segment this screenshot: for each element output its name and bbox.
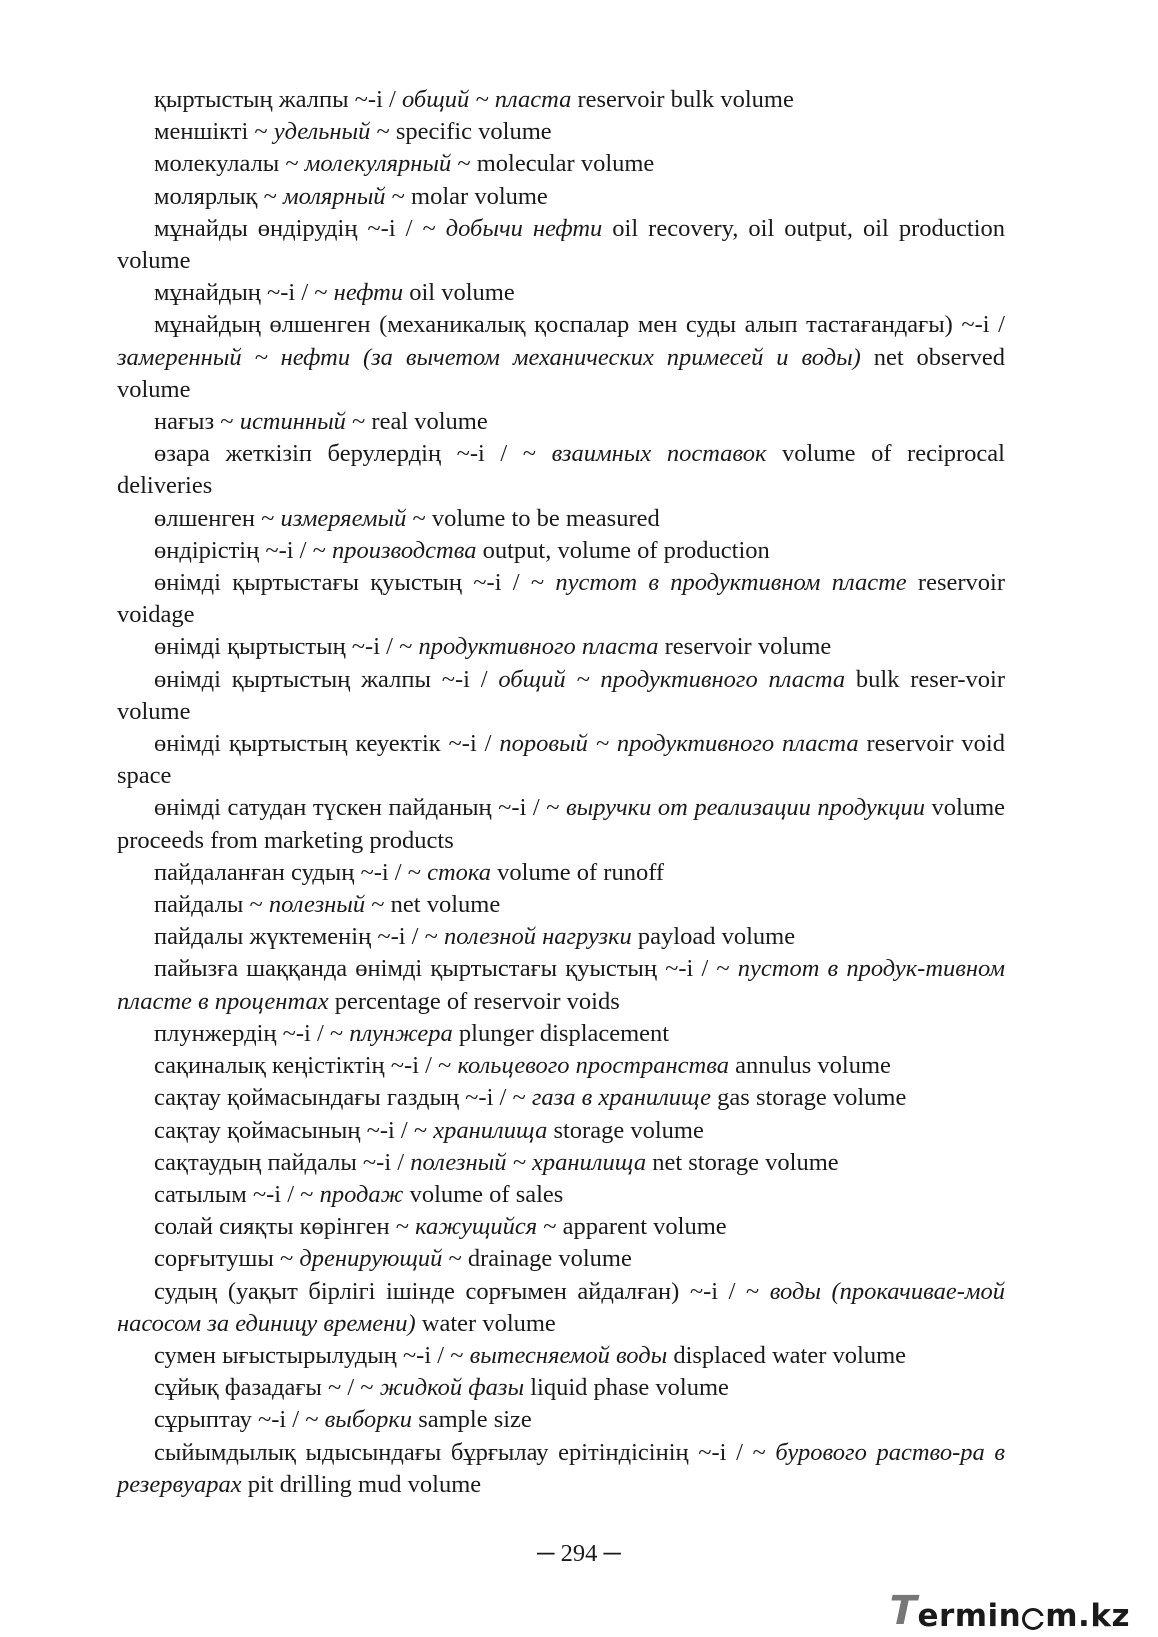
- dictionary-entry: [117, 406, 1005, 438]
- page-number: ─ 294 ─: [537, 1540, 621, 1567]
- entry-text: судың (уақыт бірлігі ішінде сорғымен айдалған) ~-і / ~: [154, 1277, 770, 1305]
- russian-term: общий ~ продуктивного пласта: [498, 665, 846, 693]
- entry-text: ~ molar volume: [385, 182, 548, 210]
- dictionary-entry: [117, 728, 1005, 792]
- russian-term: замеренный ~ нефти (за вычетом механических примесей и воды): [117, 343, 861, 371]
- entry-text: ~ drainage volume: [442, 1245, 632, 1273]
- entry-text: ~ real volume: [345, 408, 488, 436]
- russian-term: кольцевого пространства: [457, 1052, 729, 1080]
- dictionary-entries: [117, 84, 1005, 1501]
- entry-text: net storage volume: [646, 1148, 839, 1176]
- entry-text: қыртыстың жалпы ~-і /: [154, 86, 402, 113]
- dictionary-entry: [117, 84, 1005, 116]
- russian-term: нефти: [333, 279, 404, 307]
- entry-text: liquid phase volume: [524, 1374, 729, 1402]
- dictionary-entry: [117, 1147, 1005, 1179]
- dictionary-entry: [117, 1018, 1005, 1050]
- russian-term: полезной нагрузки: [444, 923, 632, 951]
- entry-text: молярлық ~: [154, 182, 283, 210]
- entry-text: reservoir volume: [658, 633, 832, 661]
- entry-text: плунжердің ~-і / ~: [154, 1019, 350, 1047]
- russian-term: вытесняемой воды: [469, 1341, 668, 1369]
- dictionary-entry: [117, 1276, 1005, 1340]
- russian-term: измеряемый: [280, 504, 407, 532]
- entry-text: сорғытушы ~: [154, 1245, 300, 1273]
- russian-term: жидкой фазы: [379, 1374, 525, 1402]
- entry-text: сұрыптау ~-і / ~: [154, 1406, 325, 1434]
- entry-text: өнімді қыртыстың жалпы ~-і /: [154, 665, 499, 693]
- dictionary-entry: [117, 631, 1005, 663]
- dictionary-entry: [117, 1179, 1005, 1211]
- dictionary-entry: [117, 1404, 1005, 1436]
- entry-text: sample size: [412, 1406, 532, 1434]
- dictionary-entry: [117, 535, 1005, 567]
- russian-term: воды (прокачивае-мой насосом за единицу времени): [117, 1277, 1005, 1337]
- entry-text: ~ volume to be measured: [406, 504, 660, 532]
- logo-o-icon: [1022, 1608, 1044, 1630]
- russian-term: взаимных поставок: [551, 440, 767, 468]
- entry-text: мұнайдың ~-і / ~: [154, 279, 334, 307]
- entry-text: storage volume: [547, 1116, 704, 1144]
- entry-text: annulus volume: [728, 1052, 891, 1080]
- entry-text: мұнайды өндірудің ~-і / ~: [154, 214, 446, 242]
- entry-text: молекулалы ~: [154, 150, 305, 178]
- entry-text: plunger displacement: [452, 1019, 670, 1047]
- dictionary-entry: [117, 857, 1005, 889]
- dictionary-entry: [117, 1340, 1005, 1372]
- russian-term: производства: [331, 536, 477, 564]
- dictionary-entry: [117, 181, 1005, 213]
- entry-text: өнімді қыртыстағы қуыстың ~-і / ~: [154, 569, 556, 597]
- russian-term: поровый ~ продуктивного пласта: [499, 730, 859, 758]
- russian-term: выручки от реализации продукции: [565, 794, 925, 822]
- entry-text: сұйық фазадағы ~ / ~: [154, 1374, 380, 1402]
- entry-text: өзара жеткізіп берулердің ~-і / ~: [154, 440, 552, 468]
- russian-term: пустот в продуктивном пласте: [555, 569, 907, 597]
- entry-text: oil recovery, oil output, oil production volume: [117, 214, 1005, 275]
- entry-text: өнімді қыртыстың ~-і / ~: [154, 633, 419, 661]
- dictionary-entry: [117, 309, 1005, 406]
- entry-text: reservoir bulk volume: [571, 86, 794, 113]
- dictionary-entry: [117, 1115, 1005, 1147]
- dictionary-entry: [117, 213, 1005, 277]
- entry-text: volume of runoff: [491, 858, 665, 886]
- entry-text: пайдалы ~: [154, 891, 269, 919]
- russian-term: стока: [427, 858, 492, 886]
- dictionary-entry: [117, 1243, 1005, 1275]
- entry-text: меншікті ~: [154, 118, 274, 146]
- russian-term: выборки: [324, 1406, 413, 1434]
- watermark-part-2: m.kz: [1045, 1598, 1130, 1634]
- dictionary-entry: [117, 1050, 1005, 1082]
- dictionary-entry: [117, 1372, 1005, 1404]
- entry-text: reservoir voidage: [117, 569, 1005, 629]
- russian-term: дренирующий: [299, 1245, 443, 1273]
- dictionary-entry: [117, 148, 1005, 180]
- entry-text: ~ apparent volume: [537, 1213, 727, 1241]
- entry-text: өндірістің ~-і / ~: [154, 536, 332, 564]
- watermark-part-1: ermin: [917, 1598, 1022, 1634]
- entry-text: сақтау қоймасындағы газдың ~-і / ~: [154, 1084, 532, 1112]
- russian-term: молярный: [282, 182, 386, 210]
- entry-text: volume of reciprocal deliveries: [117, 440, 1005, 500]
- russian-term: истинный: [239, 408, 346, 436]
- dictionary-entry: [117, 1437, 1005, 1501]
- entry-text: ~ specific volume: [370, 118, 552, 146]
- russian-term: общий ~ пласта: [401, 86, 572, 113]
- entry-text: water volume: [415, 1309, 556, 1337]
- entry-text: output, volume of production: [476, 536, 770, 564]
- entry-text: сақтаудың пайдалы ~-і /: [154, 1148, 411, 1176]
- entry-text: oil volume: [403, 279, 515, 307]
- dictionary-entry: [117, 567, 1005, 631]
- entry-text: сатылым ~-і / ~: [154, 1180, 320, 1208]
- entry-text: volume of sales: [403, 1180, 564, 1208]
- entry-text: net observed volume: [117, 343, 1006, 403]
- entry-text: сақиналық кеңістіктің ~-і / ~: [154, 1052, 458, 1080]
- dictionary-entry: [117, 889, 1005, 921]
- russian-term: хранилища: [433, 1116, 548, 1144]
- russian-term: удельный: [273, 118, 371, 146]
- entry-text: pit drilling mud volume: [241, 1470, 482, 1498]
- entry-text: displaced water volume: [667, 1341, 907, 1369]
- entry-text: volume proceeds from marketing products: [117, 794, 1005, 854]
- russian-term: полезный: [268, 891, 366, 919]
- entry-text: пайдаланған судың ~-і / ~: [154, 858, 428, 886]
- dictionary-entry: [117, 116, 1005, 148]
- entry-text: пайызға шаққанда өнімді қыртыстағы қуыстың ~-і / ~: [154, 955, 738, 983]
- russian-term: плунжера: [349, 1019, 453, 1047]
- entry-text: ~ molecular volume: [451, 150, 655, 178]
- entry-text: payload volume: [631, 923, 796, 951]
- entry-text: солай сияқты көрінген ~: [154, 1213, 416, 1241]
- russian-term: бурового раство-ра в резервуарах: [117, 1438, 1006, 1498]
- russian-term: молекулярный: [304, 150, 452, 178]
- entry-text: өнімді қыртыстың кеуектік ~-і /: [154, 730, 500, 758]
- entry-text: өнімді сатудан түскен пайданың ~-і / ~: [154, 794, 566, 822]
- entry-text: bulk reser-voir volume: [117, 665, 1005, 725]
- entry-text: reservoir void space: [117, 730, 1005, 790]
- dictionary-entry: [117, 438, 1005, 502]
- dictionary-entry: [117, 921, 1005, 953]
- dictionary-entry: [117, 1082, 1005, 1114]
- dictionary-entry: [117, 953, 1005, 1017]
- entry-text: percentage of reservoir voids: [328, 987, 620, 1015]
- russian-term: кажущийся: [415, 1213, 538, 1241]
- russian-term: полезный ~ хранилища: [410, 1148, 647, 1176]
- russian-term: продаж: [319, 1180, 404, 1208]
- russian-term: газа в хранилище: [531, 1084, 712, 1112]
- watermark-logo: [883, 1588, 1130, 1634]
- russian-term: добычи нефти: [445, 214, 603, 242]
- russian-term: пустот в продук-тивном пласте в процентах: [117, 955, 1006, 1015]
- dictionary-entry: [117, 503, 1005, 535]
- entry-text: сумен ығыстырылудың ~-і / ~: [154, 1341, 470, 1369]
- russian-term: продуктивного пласта: [418, 633, 659, 661]
- entry-text: сыйымдылық ыдысындағы бұрғылау ерітіндісінің ~-і / ~: [154, 1438, 776, 1466]
- dictionary-entry: [117, 792, 1005, 856]
- dictionary-entry: [117, 277, 1005, 309]
- entry-text: ~ net volume: [365, 891, 501, 919]
- entry-text: өлшенген ~: [154, 504, 281, 532]
- entry-text: мұнайдың өлшенген (механикалық қоспалар мен суды алып тастағандағы) ~-і /: [154, 311, 1005, 339]
- entry-text: gas storage volume: [711, 1084, 907, 1112]
- logo-t-icon: T: [883, 1588, 922, 1634]
- entry-text: нағыз ~: [154, 408, 240, 436]
- dictionary-entry: [117, 1211, 1005, 1243]
- entry-text: пайдалы жүктеменің ~-і / ~: [154, 923, 444, 951]
- dictionary-entry: [117, 664, 1005, 728]
- entry-text: сақтау қоймасының ~-і / ~: [154, 1116, 434, 1144]
